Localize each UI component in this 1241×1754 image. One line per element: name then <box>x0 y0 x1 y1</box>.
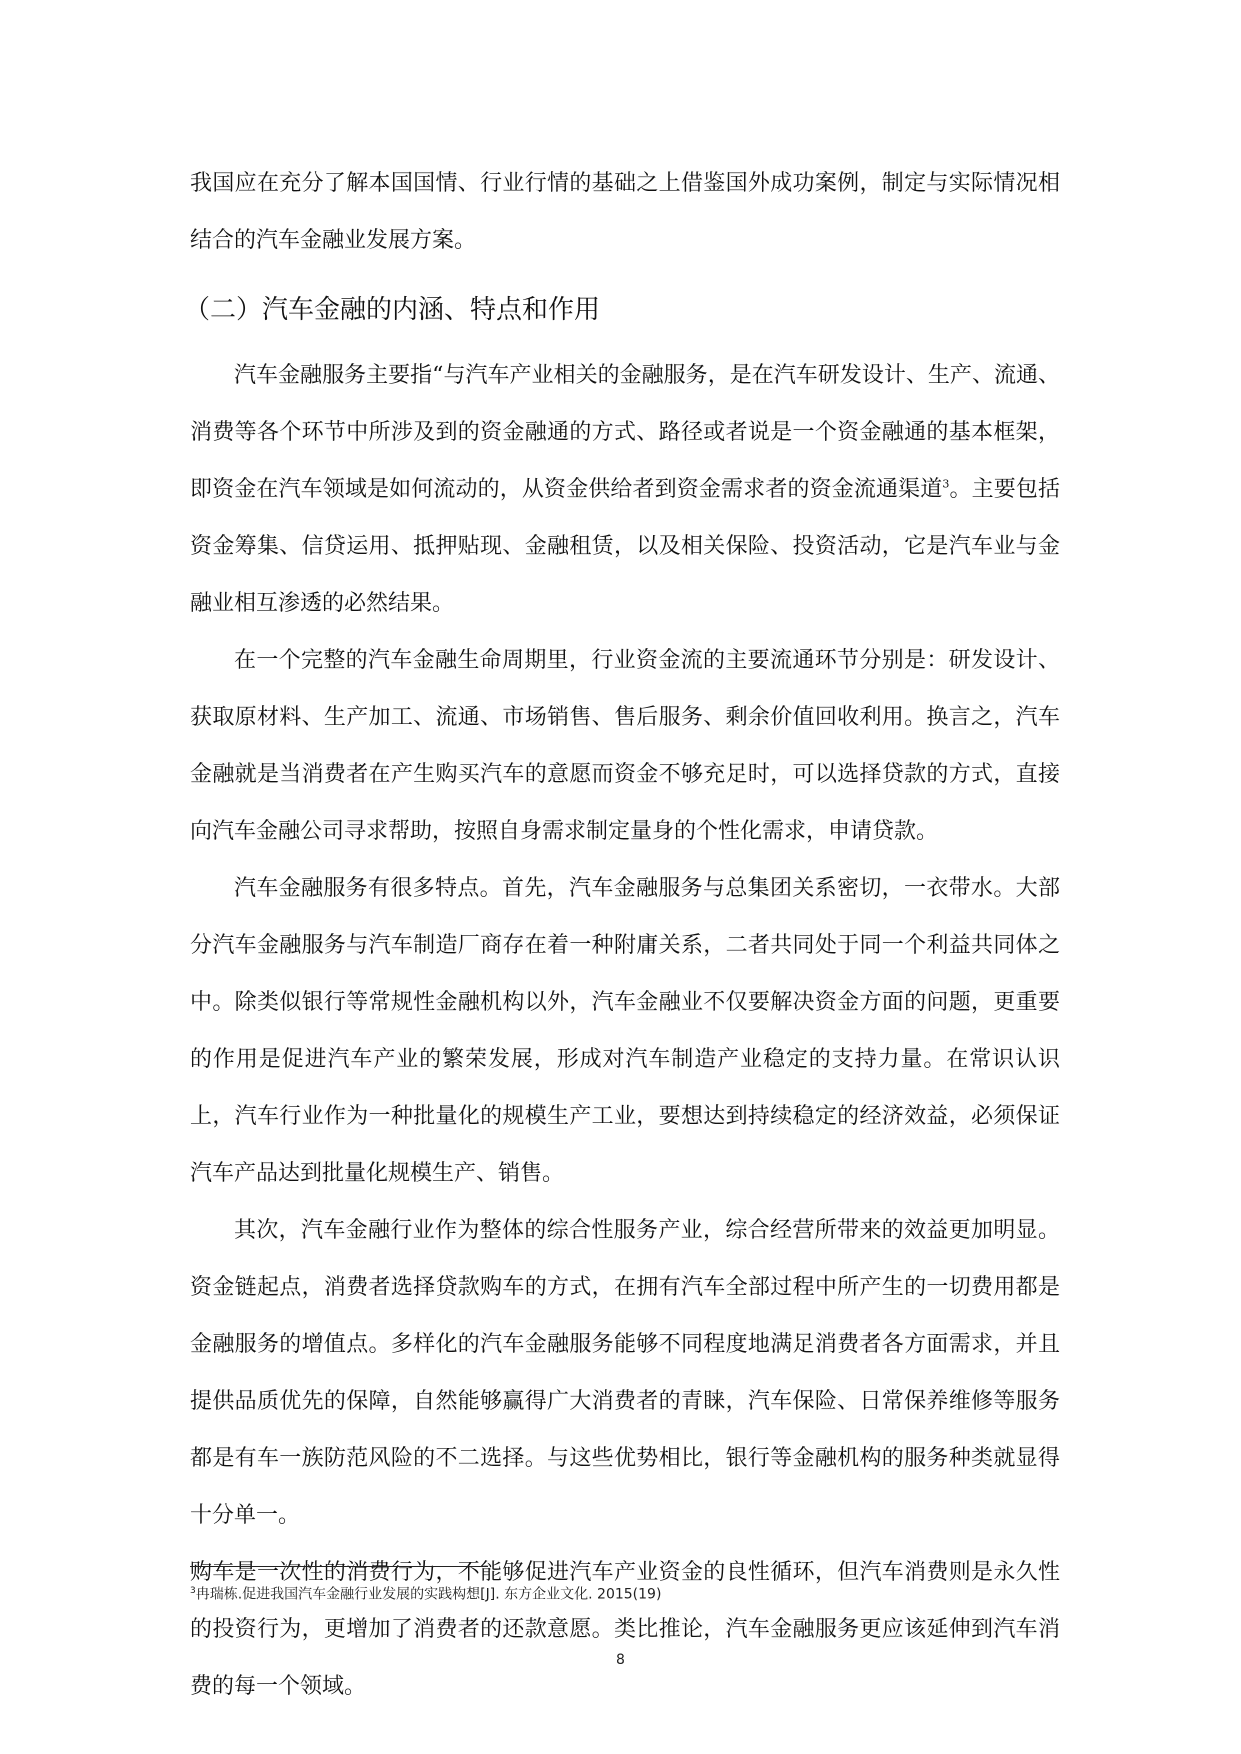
paragraph-definition-text-b: 。主要包括资金筹集、信贷运用、抵押贴现、金融租赁，以及相关保险、投资活动，它是汽车业与金融业相互渗透的必然结果。 <box>190 477 1060 616</box>
footnote <box>190 1580 661 1606</box>
paragraph-features: 汽车金融服务有很多特点。首先，汽车金融服务与总集团关系密切，一衣带水。大部分汽车金融服务与汽车制造厂商存在着一种附庸关系，二者共同处于同一个利益共同体之中。除类似银行等常规性金融机构以外，汽车金融业不仅要解决资金方面的问题，更重要的作用是促进汽车产业的繁荣发展，形成对汽车制造产业稳定的支持力量。在常识认识上，汽车行业作为一种批量化的规模生产工业，要想达到持续稳定的经济效益，必须保证汽车产品达到批量化规模生产、销售。 <box>190 876 1060 1186</box>
paragraph-definition-text-a: 汽车金融服务主要指“与汽车产业相关的金融服务，是在汽车研发设计、生产、流通、消费等各个环节中所涉及到的资金融通的方式、路径或者说是一个资金融通的基本框架，即资金在汽车领域是如何流动的，从资金供给者到资金需求者的资金流通渠道 <box>190 363 1060 502</box>
footnote-reference[interactable]: 3 <box>942 477 950 491</box>
paragraph-lifecycle: 在一个完整的汽车金融生命周期里，行业资金流的主要流通环节分别是：研发设计、获取原材料、生产加工、流通、市场销售、售后服务、剩余价值回收利用。换言之，汽车金融就是当消费者在产生购买汽车的意愿而资金不够充足时，可以选择贷款的方式，直接向汽车金融公司寻求帮助，按照自身需求制定量身的个性化需求，申请贷款。 <box>190 648 1060 844</box>
section-heading: （二）汽车金融的内涵、特点和作用 <box>184 295 601 325</box>
paragraph-intro: 我国应在充分了解本国国情、行业行情的基础之上借鉴国外成功案例，制定与实际情况相结合的汽车金融业发展方案。 <box>190 171 1060 253</box>
footnote-divider <box>190 1566 488 1567</box>
page-number: 8 <box>616 1652 625 1668</box>
paragraph-definition <box>190 347 1060 632</box>
paragraph-secondly: 其次，汽车金融行业作为整体的综合性服务产业，综合经营所带来的效益更加明显。资金链起点，消费者选择贷款购车的方式，在拥有汽车全部过程中所产生的一切费用都是金融服务的增值点。多样化的汽车金融服务能够不同程度地满足消费者各方面需求，并且提供品质优先的保障，自然能够赢得广大消费者的青睐，汽车保险、日常保养维修等服务都是有车一族防范风险的不二选择。与这些优势相比，银行等金融机构的服务种类就显得十分单一。 <box>190 1218 1060 1528</box>
body-text <box>184 155 1060 1715</box>
paragraph-consumption: 购车是一次性的消费行为，不能够促进汽车产业资金的良性循环，但汽车消费则是永久性的投资行为，更增加了消费者的还款意愿。类比推论，汽车金融服务更应该延伸到汽车消费的每一个领域。 <box>190 1560 1060 1699</box>
footnote-mark: 3 <box>190 1586 196 1596</box>
footnote-text: 冉瑞栋.促进我国汽车金融行业发展的实践构想[J]. 东方企业文化. 2015(19) <box>195 1586 662 1603</box>
